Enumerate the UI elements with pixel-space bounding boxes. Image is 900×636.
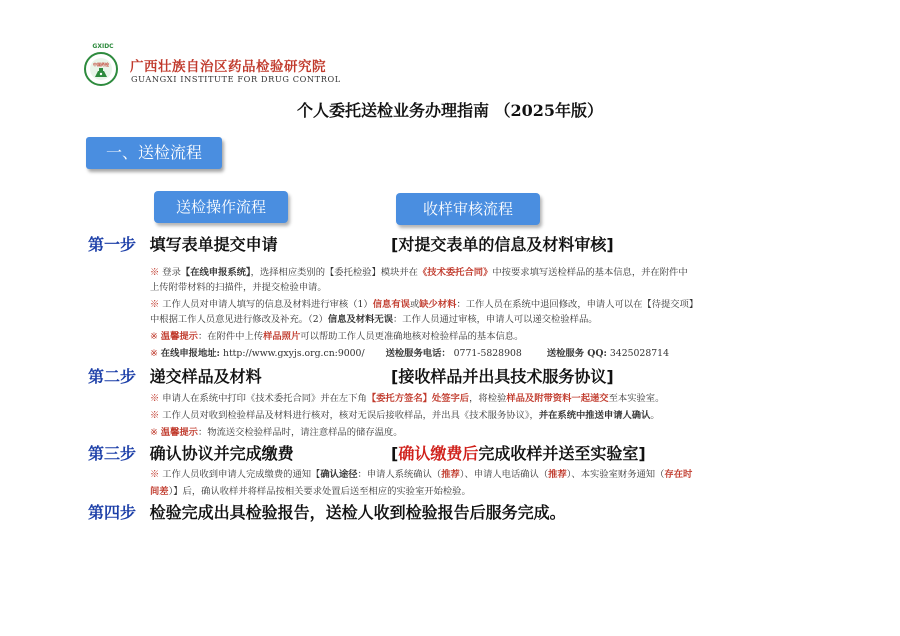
step4-heading [88, 500, 566, 523]
step2-heading [88, 364, 262, 387]
logo-ring-text: GXIDC [92, 43, 114, 50]
step1-note-3 [150, 328, 523, 342]
note-mark: ※ [150, 393, 160, 404]
note-highlight: 信息有误 [372, 299, 410, 310]
note-highlight: 间差 [150, 486, 169, 497]
note-text: ）、申请人电话确认（ [459, 469, 549, 480]
note-text: ：申请人系统确认（ [357, 469, 442, 480]
note-highlight: 缺少材料 [419, 299, 457, 310]
step3-heading [88, 441, 294, 464]
step4-label: 第四步 [88, 503, 137, 522]
online-system-link: 【在线申报系统】 [180, 267, 251, 278]
note-text: 可以帮助工作人员更准确地核对检验样品的基本信息。 [300, 331, 524, 342]
note-mark: ※ [150, 299, 160, 310]
step1-title: 填写表单提交申请 [149, 235, 278, 254]
phone-label: 送检服务电话： [385, 348, 451, 359]
qq-number: 3425028714 [609, 348, 670, 359]
step1-label: 第一步 [88, 235, 137, 254]
review-flow-label: 收样审核流程 [396, 193, 540, 225]
note-mark: ※ [150, 469, 160, 480]
note-highlight: 并在系统中推送申请人确认 [538, 410, 651, 421]
note-text: 。 [650, 410, 660, 421]
step2-note-3 [150, 424, 403, 438]
operation-flow-label: 送检操作流程 [154, 191, 288, 223]
logo-inner-text: 中国药检 [93, 62, 109, 67]
note-highlight: 推荐 [441, 469, 460, 480]
qq-label: 送检服务 QQ: [546, 348, 607, 359]
note-text: 上传附带材料的扫描件，并提交检验申请。 [150, 282, 327, 293]
step3-review [391, 441, 646, 464]
step1-note-1 [150, 264, 688, 278]
logo-emblem [90, 58, 112, 80]
institute-logo [84, 43, 118, 86]
note-highlight: 【委托方签名】处签字后 [366, 393, 470, 404]
step1-contact-line [150, 345, 669, 359]
flask-icon [90, 58, 112, 80]
step3-title: 确认协议并完成缴费 [149, 444, 294, 463]
step1-review [391, 232, 614, 255]
note-text: ：工作人员通过审核，申请人可以递交检验样品。 [393, 314, 598, 325]
note-text: 或 [409, 299, 420, 310]
note-text: 工作人员收到申请人完成缴费的通知【 [162, 469, 321, 480]
note-highlight: 推荐 [548, 469, 567, 480]
note-text: ）】后，确认收样并将样品按相关要求处置后送至相应的实验室开始检验。 [168, 486, 471, 497]
note-mark: ※ [150, 267, 160, 278]
tip-label: 温馨提示 [160, 427, 198, 438]
phone-number: 0771-5828908 [453, 348, 522, 359]
step3-review-highlight: 确认缴费后 [398, 444, 479, 463]
step1-note-2-cont [150, 311, 598, 325]
note-text: 登录 [162, 267, 181, 278]
step2-note-1 [150, 390, 664, 404]
note-mark: ※ [150, 410, 160, 421]
note-text: ：物流送交检验样品时，请注意样品的储存温度。 [197, 427, 403, 438]
note-highlight: 信息及材料无误 [327, 314, 393, 325]
step1-note-2 [150, 296, 698, 310]
institute-name-en: GUANGXI INSTITUTE FOR DRUG CONTROL [131, 74, 341, 84]
note-text: ：在附件中上传 [197, 331, 264, 342]
note-text: 申请人在系统中打印《技术委托合同》并在左下角 [162, 393, 367, 404]
institute-name-cn: 广西壮族自治区药品检验研究院 [130, 59, 326, 75]
note-mark: ※ [150, 427, 158, 438]
note-text: 至本实验室。 [608, 393, 665, 404]
step2-label: 第二步 [88, 367, 137, 386]
tip-label: 温馨提示 [160, 331, 198, 342]
online-address-link[interactable]: http://www.gxyjs.org.cn:9000/ [222, 348, 365, 359]
note-highlight: 样品及附带资料一起递交 [506, 393, 609, 404]
note-mark: ※ [150, 331, 158, 342]
step3-note-1-cont [150, 483, 471, 497]
section-heading: 一、送检流程 [86, 137, 222, 169]
step3-review-text: 完成收样并送至实验室] [478, 444, 646, 463]
step1-heading [88, 232, 278, 255]
note-text: ）、本实验室财务通知（ [566, 469, 665, 480]
note-text: 中按要求填写送检样品的基本信息，并在附件中 [492, 267, 688, 278]
step2-note-2 [150, 407, 660, 421]
step4-title: 检验完成出具检验报告，送检人收到检验报告后服务完成。 [149, 503, 566, 522]
note-text: ，将检验 [469, 393, 507, 404]
document-title: 个人委托送检业务办理指南 （2025年版） [296, 101, 604, 120]
step2-review [391, 364, 614, 387]
address-label: 在线申报地址: [160, 348, 220, 359]
note-highlight: 确认途径 [320, 469, 358, 480]
step2-title: 递交样品及材料 [149, 367, 262, 386]
step1-note-1-cont [150, 279, 327, 293]
step2-review-text: [接收样品并出具技术服务协议] [391, 367, 614, 386]
step3-label: 第三步 [88, 444, 137, 463]
bracket: [ [391, 444, 399, 463]
note-text: 工作人员对申请人填写的信息及材料进行审核（1） [162, 299, 373, 310]
note-text: ：工作人员在系统中退回修改，申请人可以在【待提交项】 [456, 299, 699, 310]
step1-review-text: [对提交表单的信息及材料审核] [391, 235, 614, 254]
note-text: 工作人员对收到检验样品及材料进行核对，核对无误后接收样品，并出具《技术服务协议》， [162, 410, 539, 421]
step3-note-1 [150, 466, 692, 480]
note-highlight: 存在时 [664, 469, 693, 480]
contract-name: 《技术委托合同》 [417, 267, 493, 278]
note-highlight: 样品照片 [263, 331, 301, 342]
note-text: 中根据工作人员意见进行修改及补充。（2） [150, 314, 328, 325]
note-mark: ※ [150, 348, 158, 359]
note-text: ，选择相应类别的【委托检验】模块并在 [250, 267, 418, 278]
